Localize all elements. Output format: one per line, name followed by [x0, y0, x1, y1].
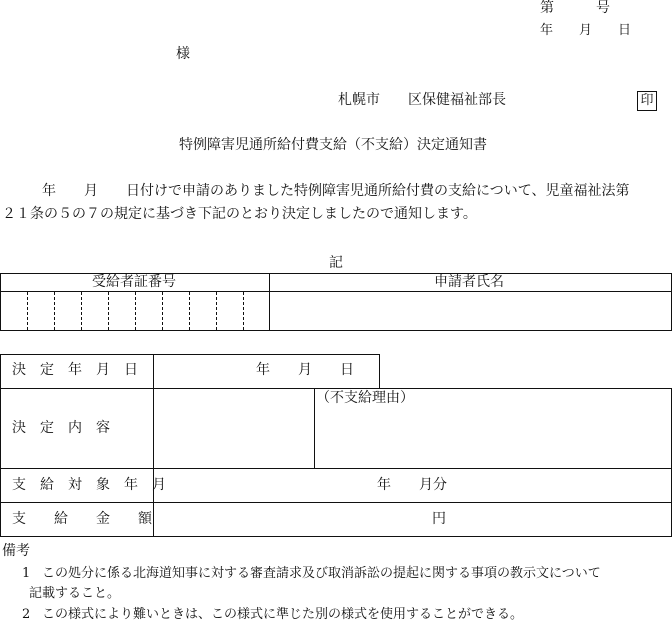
payment-period-value: 年 月分 [377, 477, 447, 493]
recipient-id-header: 受給者証番号 [92, 274, 176, 290]
issuer-name: 札幌市 区保健福祉部長 [338, 92, 506, 108]
applicant-name-header: 申請者氏名 [434, 274, 504, 290]
document-title: 特例障害児通所給付費支給（不支給）決定通知書 [179, 137, 487, 153]
document-date-label: 年 月 日 [540, 23, 632, 38]
body-line-2: ２１条の５の７の規定に基づき下記のとおり決定しましたので通知します。 [2, 206, 477, 222]
decision-content-label: 決 定 内 容 [12, 420, 110, 436]
ki-heading: 記 [329, 255, 343, 271]
document-number-label: 第 号 [540, 0, 610, 16]
payment-amount-value: 円 [432, 511, 446, 527]
non-payment-reason-note: （不支給理由） [316, 390, 414, 406]
remark-1-line-2: 記載すること。 [29, 586, 121, 601]
remarks-heading: 備考 [2, 543, 30, 559]
remark-1-number: 1 [22, 566, 31, 581]
remark-2-line-1: この様式により難いときは、この様式に準じた別の様式を使用することができる。 [42, 607, 524, 622]
remark-2-number: 2 [22, 607, 31, 622]
seal-mark: 印 [637, 91, 657, 111]
remark-1-line-1: この処分に係る北海道知事に対する審査請求及び取消訴訟の提起に関する事項の教示文について [42, 566, 601, 581]
decision-date-value: 年 月 日 [256, 362, 354, 378]
decision-date-label: 決 定 年 月 日 [12, 362, 138, 378]
addressee-suffix: 様 [176, 46, 190, 62]
payment-amount-label: 支 給 金 額 [12, 511, 152, 527]
payment-period-label: 支 給 対 象 年 月 [12, 477, 166, 493]
body-line-1: 年 月 日付けで申請のありました特例障害児通所給付費の支給について、児童福祉法第 [42, 183, 630, 199]
